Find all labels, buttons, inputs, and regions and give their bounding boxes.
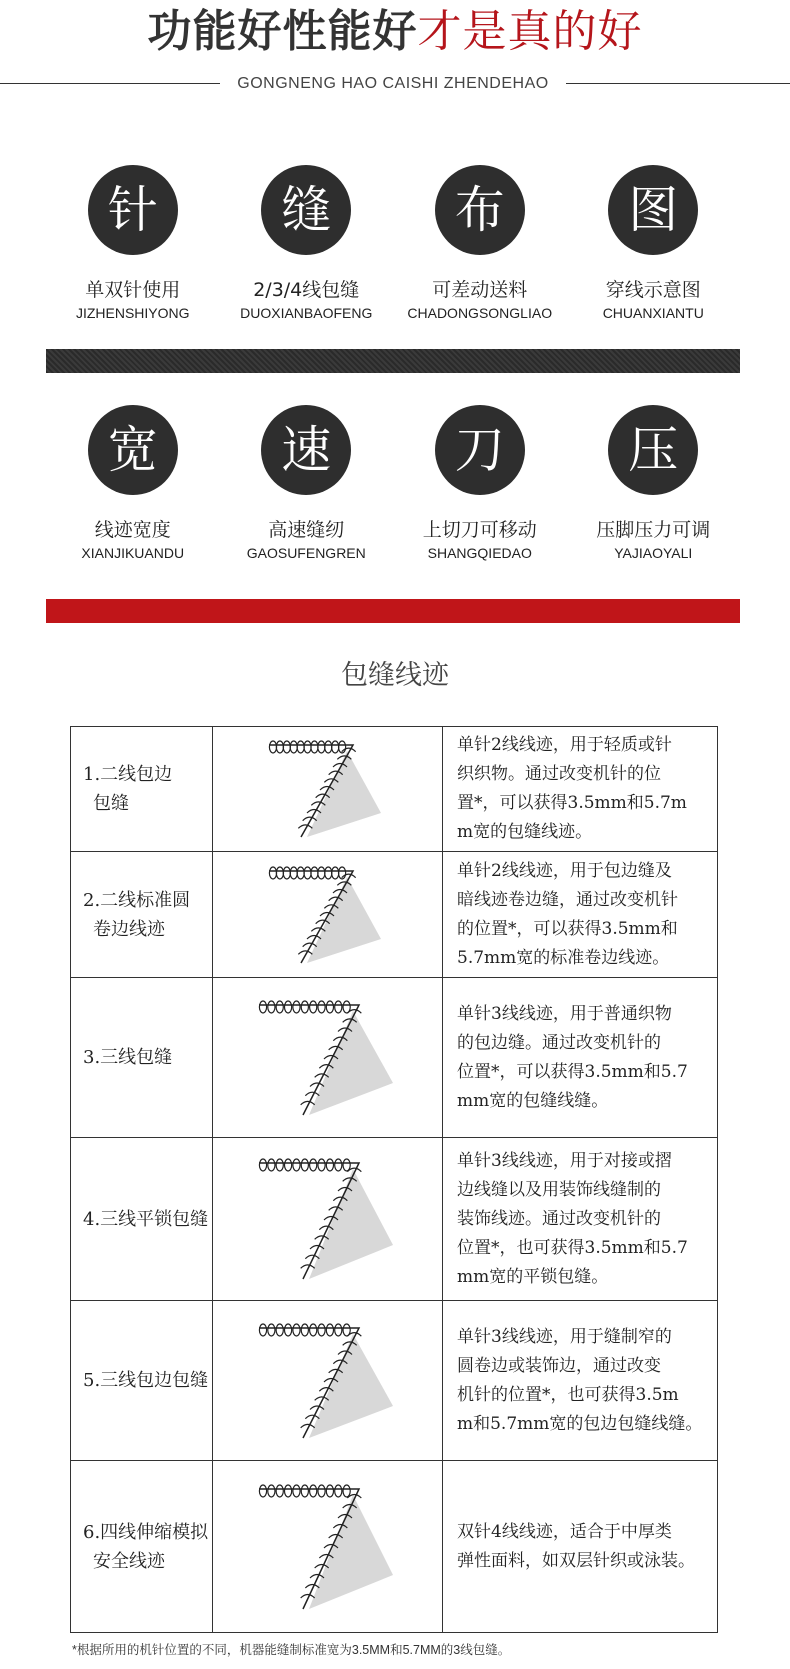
- stitch-loop: [343, 1159, 350, 1171]
- stitch-loop: [283, 867, 290, 879]
- press-glyph-icon: 压: [608, 405, 698, 495]
- table-row: [71, 727, 718, 852]
- stitch-loop: [301, 1001, 308, 1013]
- fabric-shade: [309, 1495, 393, 1609]
- stitch-diagram-icon: [253, 993, 403, 1123]
- desc-line: 单针3线线迹，用于缝制窄的: [457, 1326, 672, 1347]
- stitch-loop: [267, 1485, 274, 1497]
- stitch-loop: [284, 1001, 291, 1013]
- stitch-loop: [259, 1324, 266, 1336]
- fabric-shade: [307, 751, 381, 837]
- stitch-loop: [334, 1324, 341, 1336]
- stitch-name-cell: [71, 1138, 213, 1301]
- desc-line: 机针的位置*，也可获得3.5m: [457, 1384, 679, 1405]
- stitch-loop: [290, 867, 297, 879]
- stitch-image-cell: [213, 1301, 443, 1461]
- stitch-loop: [324, 867, 331, 879]
- table-row: [71, 1461, 718, 1633]
- stitch-loop: [276, 1485, 283, 1497]
- red-divider-band: [46, 599, 740, 623]
- desc-line: 暗线迹卷边缝，通过改变机针: [457, 889, 678, 910]
- stitch-loop: [276, 867, 283, 879]
- stitch-diagram-icon: [253, 1477, 403, 1617]
- stitch-loop: [341, 874, 355, 878]
- stitch-loop: [317, 1159, 324, 1171]
- stitch-description-cell: [443, 978, 718, 1138]
- feature-movable-knife: [393, 405, 567, 562]
- stitch-loop: [309, 1485, 316, 1497]
- stitch-loop: [309, 1324, 316, 1336]
- stitch-loop: [283, 741, 290, 753]
- stitch-loop: [297, 741, 304, 753]
- stitch-name: 6.四线伸缩模拟: [83, 1521, 209, 1543]
- feature-threading-diagram: [567, 165, 741, 322]
- stitch-loop: [334, 1001, 341, 1013]
- stitch-loop: [310, 867, 317, 879]
- width-glyph-icon: 宽: [88, 405, 178, 495]
- feature-overlock-threads: [220, 165, 394, 322]
- table-row: [71, 1301, 718, 1461]
- desc-line: 单针3线线迹，用于对接或摺: [457, 1150, 672, 1171]
- desc-line: 单针3线线迹，用于普通织物: [457, 1003, 672, 1024]
- stitch-loop: [259, 1159, 266, 1171]
- subtitle: GONGNENG HAO CAISHI ZHENDEHAO: [237, 75, 549, 92]
- desc-line: 边线缝以及用装饰线缝制的: [457, 1179, 661, 1200]
- desc-line: 5.7mm宽的标准卷边线迹。: [457, 947, 670, 968]
- stitch-loop: [276, 741, 283, 753]
- feature-pinyin: JIZHENSHIYONG: [75, 305, 190, 321]
- feature-pinyin: XIANJIKUANDU: [81, 545, 185, 561]
- fabric-shade: [307, 877, 381, 963]
- desc-line: 织织物。通过改变机针的位: [457, 764, 661, 784]
- speed-glyph-icon: 速: [261, 405, 351, 495]
- stitch-loop: [334, 1485, 341, 1497]
- stitch-loop: [267, 1159, 274, 1171]
- feature-pinyin: DUOXIANBAOFENG: [240, 305, 373, 321]
- table-row: [71, 978, 718, 1138]
- diagram-glyph-icon: 图: [608, 165, 698, 255]
- feature-high-speed: [220, 405, 394, 562]
- stitch-loop: [267, 1001, 274, 1013]
- feature-row-2: [46, 405, 740, 562]
- stitch-description-cell: [443, 727, 718, 852]
- stitch-loop: [302, 817, 316, 821]
- needle-glyph-icon: 针: [88, 165, 178, 255]
- stitch-loop: [303, 741, 310, 753]
- desc-line: 位置*，可以获得3.5mm和5.7: [457, 1061, 688, 1082]
- stitch-loop: [276, 1324, 283, 1336]
- stitch-loop: [292, 1001, 299, 1013]
- desc-line: 双针4线线迹，适合于中厚类: [457, 1521, 672, 1542]
- stitch-loop: [331, 867, 338, 879]
- stitch-diagram-icon: [263, 733, 393, 845]
- stitch-description-cell: [443, 852, 718, 978]
- stitch-name: 1.二线包边: [83, 764, 173, 785]
- feature-name: 高速缝纫: [268, 519, 345, 541]
- stitch-loop: [317, 741, 324, 753]
- stitch-loop: [326, 1159, 333, 1171]
- feature-name: 2/3/4线包缝: [253, 279, 360, 301]
- stitch-name-line2: 安全线迹: [93, 1550, 165, 1572]
- stitch-loop: [259, 1001, 266, 1013]
- feature-pinyin: SHANGQIEDAO: [427, 545, 532, 561]
- stitch-loop: [267, 1324, 274, 1336]
- stitch-loop: [276, 1159, 283, 1171]
- feature-differential-feed: [393, 165, 567, 322]
- stitch-loop: [302, 943, 316, 947]
- stitch-loop: [331, 741, 338, 753]
- stitch-loop: [317, 867, 324, 879]
- stitch-loop: [298, 950, 312, 954]
- stitch-description-cell: [443, 1301, 718, 1461]
- stitch-loop: [292, 1324, 299, 1336]
- stitch-name: 2.二线标准圆: [83, 889, 191, 911]
- desc-line: 单针2线线迹，用于包边缝及: [457, 860, 672, 881]
- stitch-name-cell: [71, 852, 213, 978]
- fabric-shade: [309, 1334, 393, 1438]
- feature-pinyin: YAJIAOYALI: [614, 545, 693, 561]
- stitch-image-cell: [213, 852, 443, 978]
- stitch-loop: [341, 748, 355, 752]
- stitch-diagram-icon: [253, 1151, 403, 1287]
- stitch-loop: [292, 1159, 299, 1171]
- feature-single-double-needle: [46, 165, 220, 322]
- fabric-shade: [309, 1169, 393, 1279]
- sew-glyph-icon: 缝: [261, 165, 351, 255]
- stitch-loop: [309, 1001, 316, 1013]
- page-title: [0, 2, 790, 62]
- stitch-loop: [324, 741, 331, 753]
- desc-line: 装饰线迹。通过改变机针的: [457, 1208, 661, 1229]
- stitch-loop: [309, 1159, 316, 1171]
- stitch-loop: [290, 741, 297, 753]
- title-dark-part: 功能好性能好: [147, 6, 418, 57]
- desc-line: 的包边缝。通过改变机针的: [457, 1032, 661, 1053]
- stitch-name-cell: [71, 978, 213, 1138]
- stitch-image-cell: [213, 1138, 443, 1301]
- stitch-loop: [284, 1485, 291, 1497]
- stitch-loop: [334, 1159, 341, 1171]
- stitch-loop: [317, 1001, 324, 1013]
- stitch-loop: [310, 741, 317, 753]
- knife-glyph-icon: 刀: [435, 405, 525, 495]
- divider-right: [566, 83, 790, 84]
- stitch-name-cell: [71, 1461, 213, 1633]
- table-row: [71, 1138, 718, 1301]
- subtitle-bar: [0, 72, 790, 96]
- stitch-loop: [292, 1485, 299, 1497]
- stitch-loop: [317, 1485, 324, 1497]
- stitch-name-line2: 卷边线迹: [93, 918, 165, 940]
- desc-line: mm宽的平锁包缝。: [457, 1266, 609, 1287]
- stitch-description-cell: [443, 1138, 718, 1301]
- divider-left: [0, 83, 220, 84]
- desc-line: 圆卷边或装饰边，通过改变: [457, 1355, 661, 1376]
- desc-line: m宽的包缝线迹。: [457, 822, 593, 842]
- dark-divider-band: [46, 349, 740, 373]
- stitch-loop: [301, 1324, 308, 1336]
- stitch-image-cell: [213, 1461, 443, 1633]
- stitch-name: 5.三线包边包缝: [83, 1370, 209, 1391]
- stitch-loop: [301, 1159, 308, 1171]
- stitch-name-cell: [71, 727, 213, 852]
- stitch-loop: [343, 1485, 350, 1497]
- desc-line: 弹性面料，如双层针织或泳装。: [457, 1550, 695, 1571]
- stitch-loop: [326, 1324, 333, 1336]
- stitch-diagram-icon: [253, 1316, 403, 1446]
- feature-presser-foot: [567, 405, 741, 562]
- desc-line: 单针2线线迹，用于轻质或针: [457, 735, 672, 755]
- desc-line: 置*，可以获得3.5mm和5.7m: [457, 793, 687, 813]
- desc-line: m和5.7mm宽的包边包缝线缝。: [457, 1413, 703, 1434]
- feature-pinyin: CHUANXIANTU: [602, 305, 704, 321]
- stitch-image-cell: [213, 727, 443, 852]
- fabric-shade: [309, 1011, 393, 1115]
- feature-pinyin: CHADONGSONGLIAO: [407, 305, 553, 321]
- stitch-loop: [298, 825, 312, 829]
- stitch-description-cell: [443, 1461, 718, 1633]
- stitch-loop: [301, 1485, 308, 1497]
- stitch-loop: [269, 867, 276, 879]
- table-row: [71, 852, 718, 978]
- footnote: *根据所用的机针位置的不同，机器能缝制标准宽为3.5MM和5.7MM的3线包缝。: [72, 1643, 511, 1657]
- feature-name: 上切刀可移动: [422, 519, 537, 541]
- section-title: 包缝线迹: [341, 660, 449, 691]
- stitch-name-cell: [71, 1301, 213, 1461]
- stitch-loop: [297, 867, 304, 879]
- stitch-loop: [269, 741, 276, 753]
- cloth-glyph-icon: 布: [435, 165, 525, 255]
- stitch-name-line2: 包缝: [93, 793, 129, 814]
- desc-line: 位置*，也可获得3.5mm和5.7: [457, 1237, 688, 1258]
- stitch-loop: [259, 1485, 266, 1497]
- stitch-image-cell: [213, 978, 443, 1138]
- stitch-name: 3.三线包缝: [83, 1047, 173, 1068]
- stitch-loop: [284, 1159, 291, 1171]
- stitch-loop: [326, 1485, 333, 1497]
- stitch-name: 4.三线平锁包缝: [83, 1208, 209, 1230]
- stitch-loop: [276, 1001, 283, 1013]
- stitch-loop: [317, 1324, 324, 1336]
- feature-row-1: [46, 165, 740, 322]
- feature-name: 单双针使用: [85, 279, 181, 301]
- stitch-loop: [284, 1324, 291, 1336]
- stitch-table: [70, 726, 718, 1633]
- feature-stitch-width: [46, 405, 220, 562]
- feature-name: 穿线示意图: [605, 279, 701, 301]
- stitch-diagram-icon: [263, 859, 393, 971]
- feature-pinyin: GAOSUFENGREN: [246, 545, 366, 561]
- stitch-loop: [326, 1001, 333, 1013]
- title-red-part: 才是真的好: [417, 6, 643, 57]
- desc-line: 的位置*，可以获得3.5mm和: [457, 918, 678, 939]
- stitch-loop: [303, 867, 310, 879]
- feature-name: 压脚压力可调: [596, 519, 711, 541]
- feature-name: 可差动送料: [432, 279, 528, 301]
- feature-name: 线迹宽度: [94, 519, 171, 541]
- desc-line: mm宽的包缝线缝。: [457, 1090, 609, 1111]
